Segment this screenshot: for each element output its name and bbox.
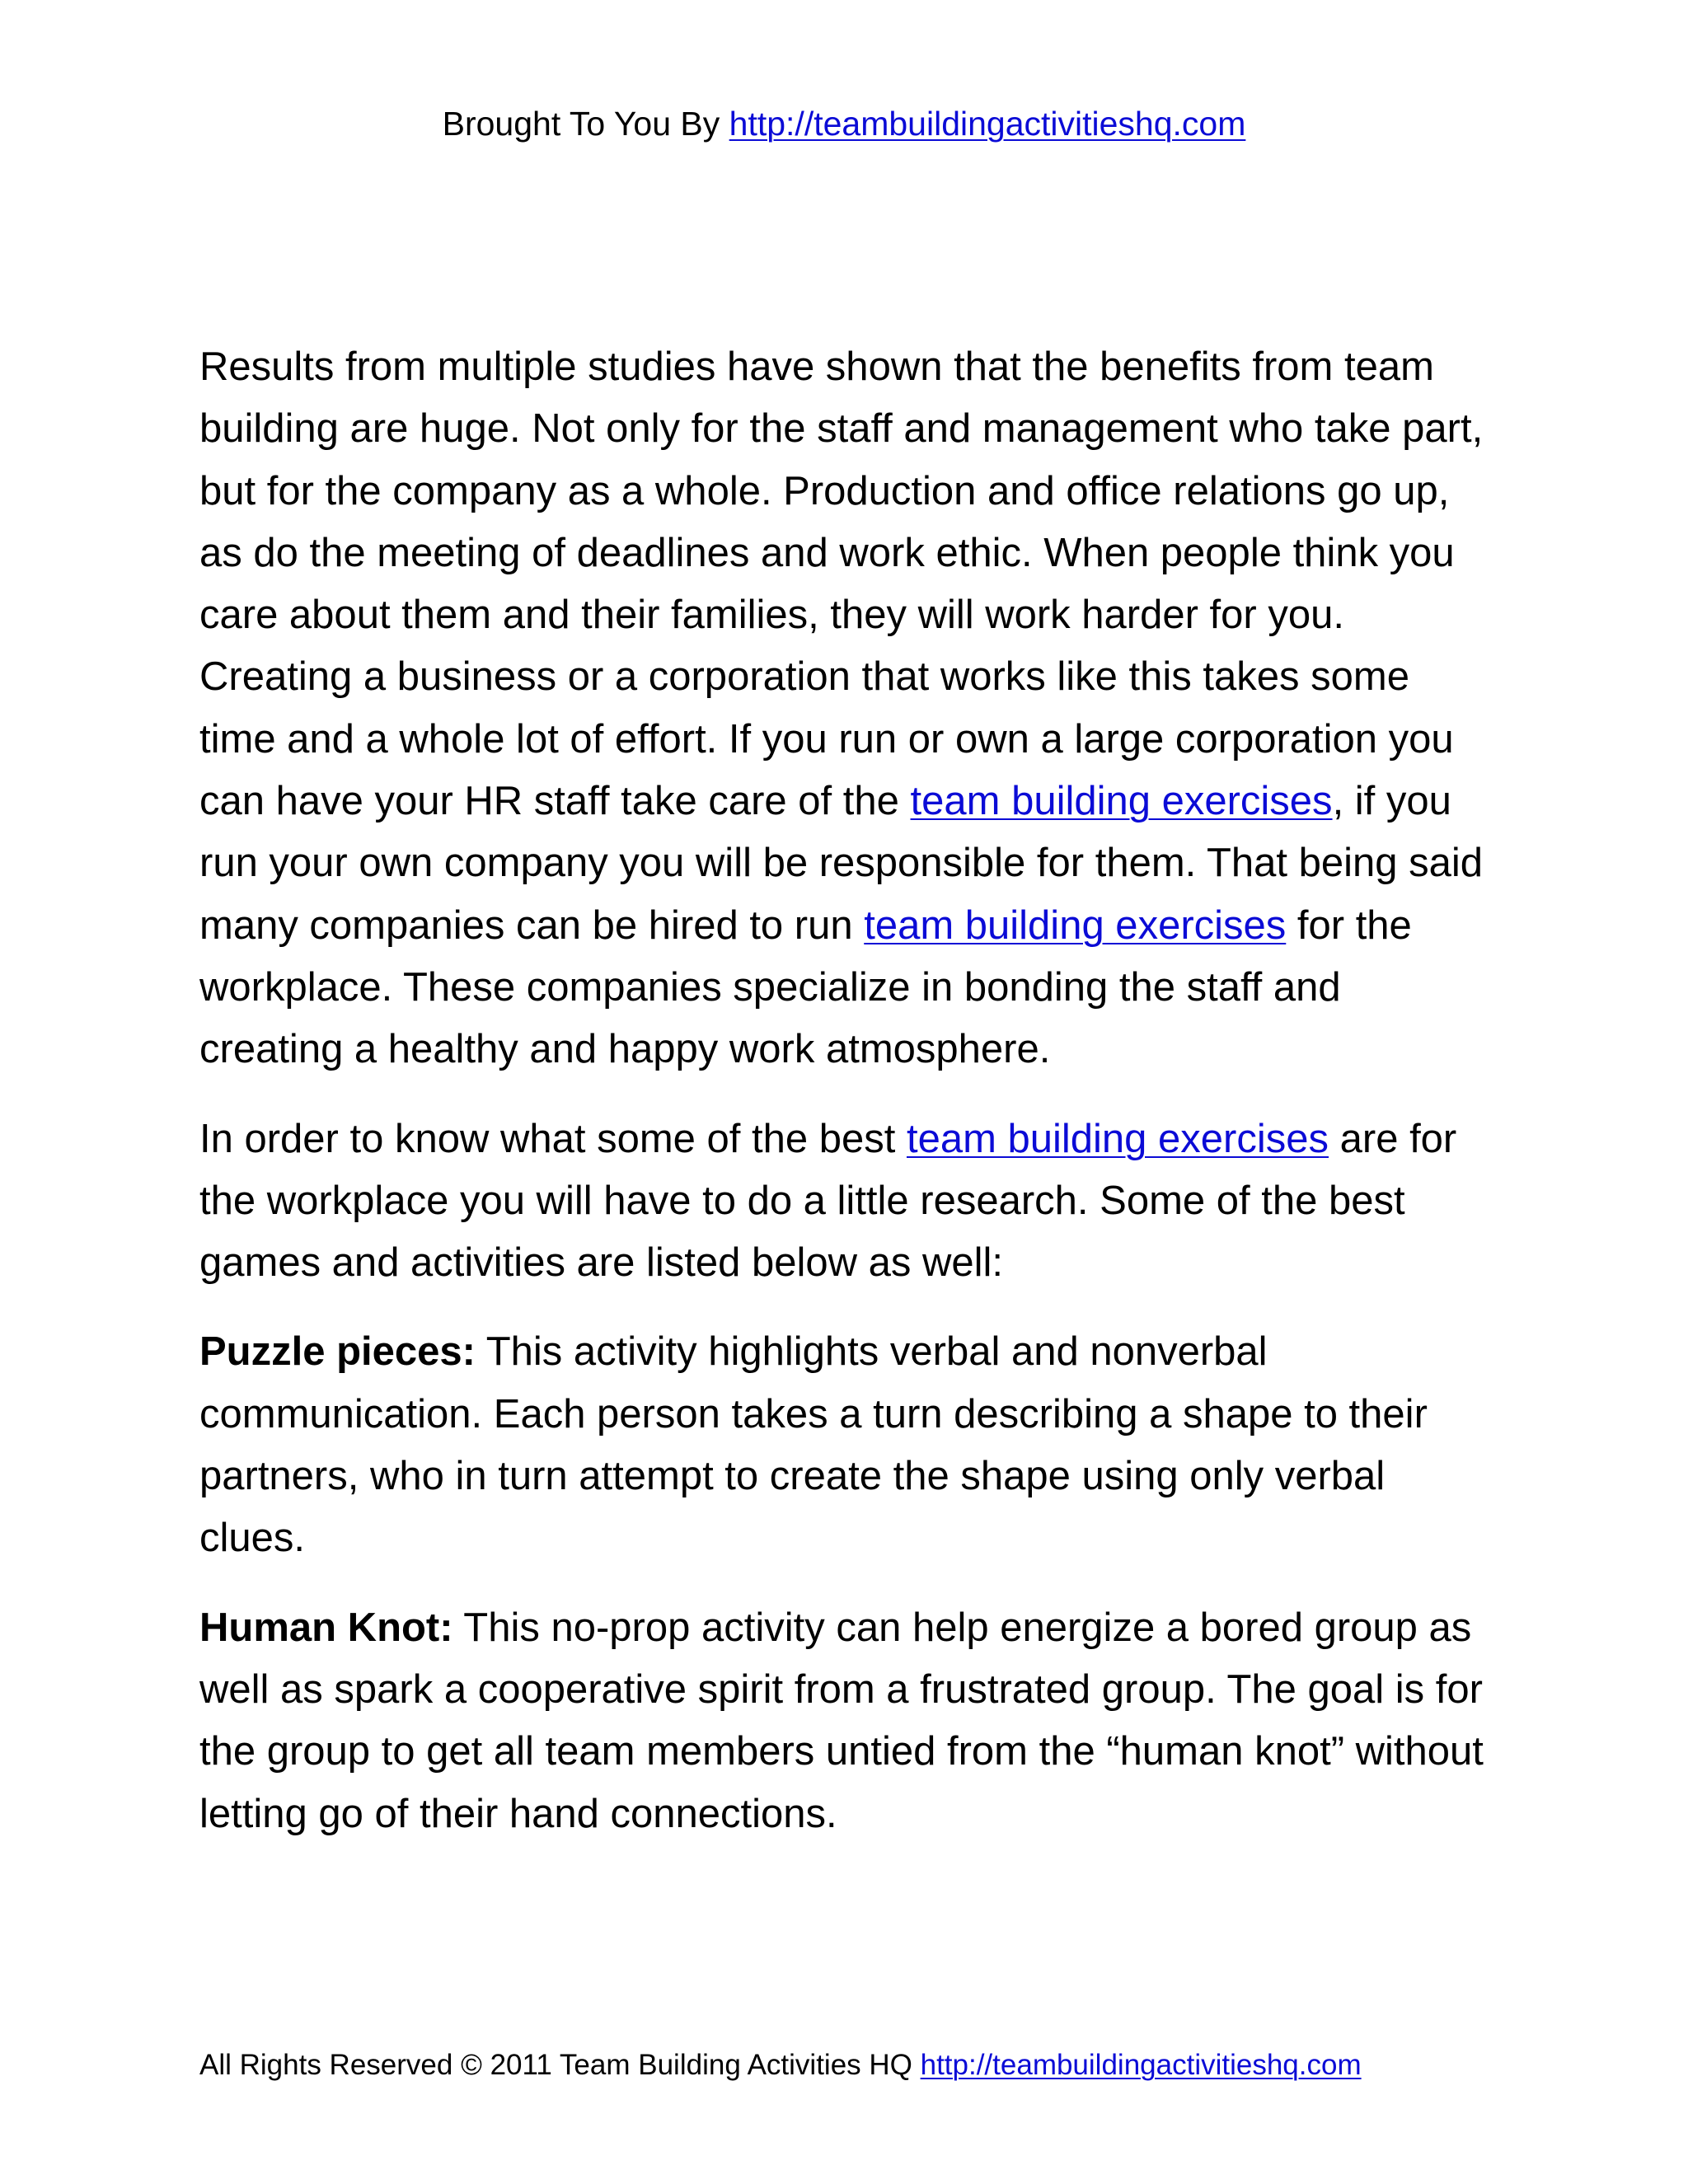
paragraph-text: In order to know what some of the best [199,1116,907,1161]
activity-human-knot [199,1597,1485,1845]
activity-heading: Puzzle pieces: [199,1329,476,1375]
article-body [199,336,1485,1872]
paragraph-text: Results from multiple studies have shown that the benefits from team building are huge. Not only for the staff and management who take part, but for the company as a whole. Production and office relations go up, as do the meeting of deadlines and work ethic. When people think you care about them and their families, they will work harder for you. Creating a business or a corporation that works like this takes some time and a whole lot of effort. If you run or own a large corporation you can have your HR staff take care of the [199,344,1484,824]
team-building-exercises-link[interactable]: team building exercises [910,779,1333,824]
footer-site-link[interactable]: http://teambuildingactivitieshq.com [920,2049,1362,2081]
activity-description: This activity highlights verbal and nonverbal communication. Each person takes a turn describing a shape to their partners, who in turn attempt to create the shape using only verbal clues. [199,1329,1428,1561]
team-building-exercises-link[interactable]: team building exercises [906,1116,1329,1161]
paragraph-benefits [199,336,1485,1081]
header-prefix: Brought To You By [442,105,729,143]
team-building-exercises-link[interactable]: team building exercises [864,902,1287,948]
paragraph-text: , if you run your own company you will be responsible for them. That being said many companies can be hired to run [199,779,1484,948]
paragraph-text: for the workplace. These companies specialize in bonding the staff and creating a healthy and happy work atmosphere. [199,902,1412,1072]
activity-puzzle-pieces [199,1321,1485,1569]
activity-heading: Human Knot: [199,1605,453,1650]
page-footer [199,2044,1601,2087]
header-site-link[interactable]: http://teambuildingactivitieshq.com [729,105,1246,143]
page-header [0,99,1688,148]
copyright-text: All Rights Reserved © 2011 Team Building Activities HQ [199,2049,921,2081]
paragraph-text: are for the workplace you will have to do a little research. Some of the best games and activities are listed below as well: [199,1116,1457,1286]
activity-description: This no-prop activity can help energize a bored group as well as spark a cooperative spirit from a frustrated group. The goal is for the group to get all team members untied from the “human knot” without letting go of their hand connections. [199,1605,1484,1836]
paragraph-research [199,1108,1485,1295]
